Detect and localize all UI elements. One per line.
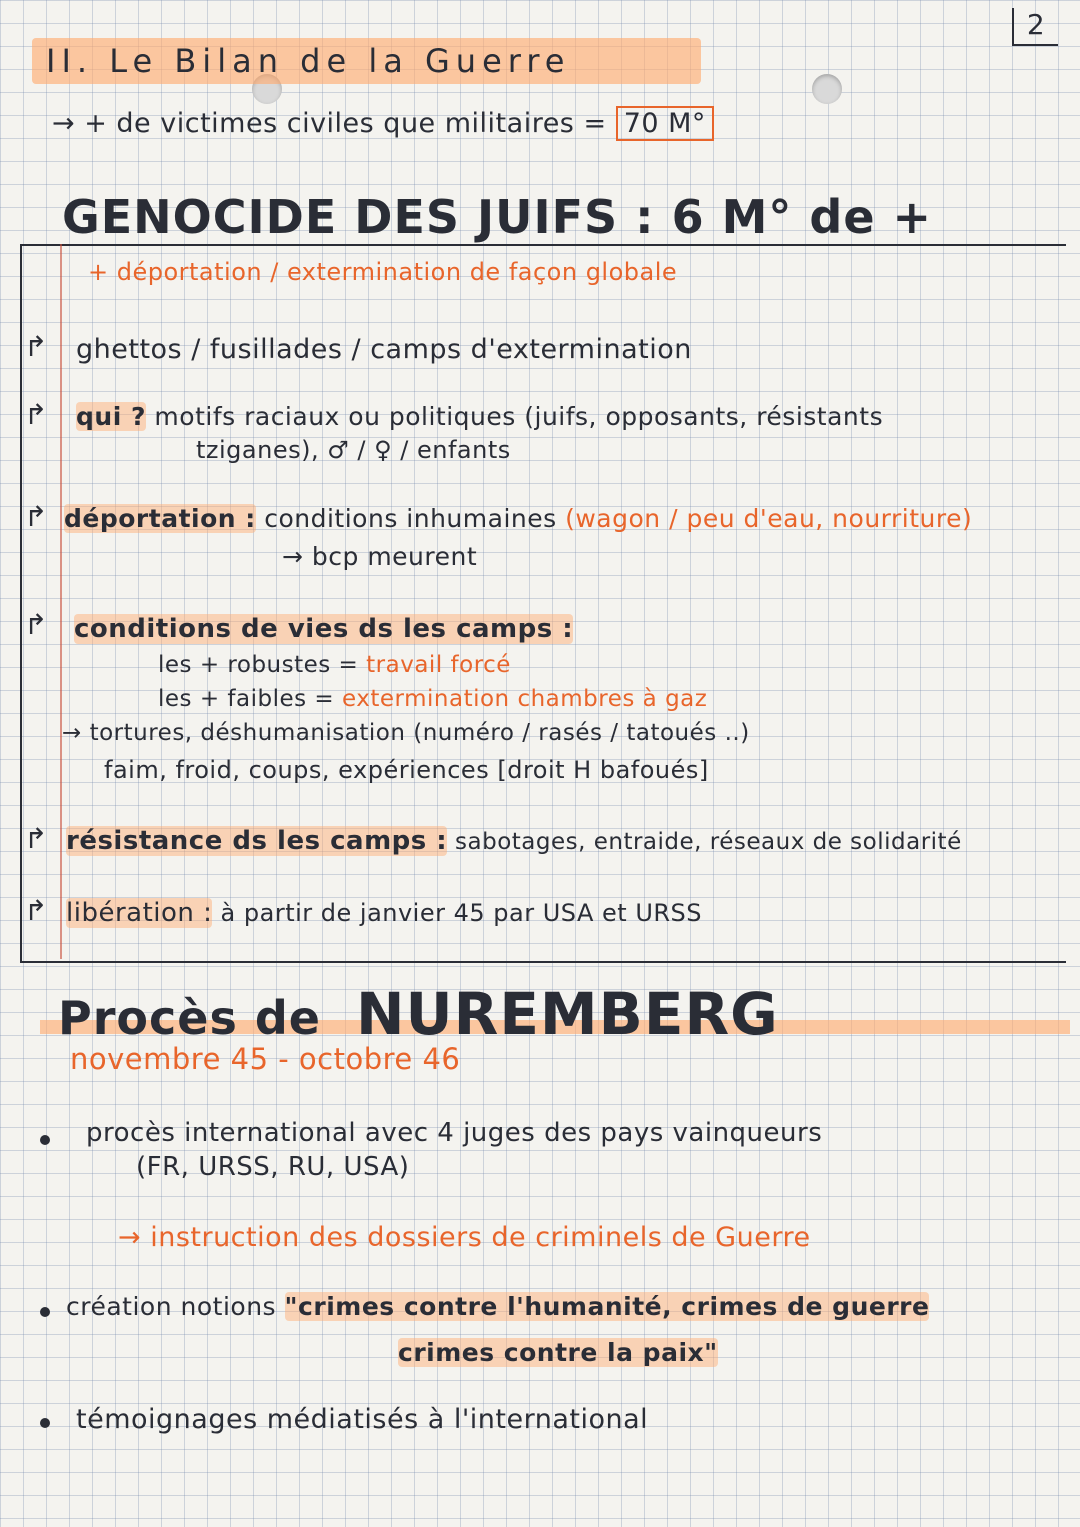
item-camps-label: conditions de vies ds les camps : (74, 614, 574, 644)
intro-line (52, 108, 714, 139)
item-qui-note: tziganes), ♂ / ♀ / enfants (196, 436, 511, 464)
arrow-icon: ↱ (24, 500, 48, 533)
bullet-dot (40, 1418, 50, 1428)
item-deportation-note: (wagon / peu d'eau, nourriture) (565, 504, 973, 533)
arrow-icon: ↱ (24, 894, 48, 927)
nuremberg-point-2-highlight: "crimes contre l'humanité, crimes de guerre (284, 1292, 930, 1321)
nuremberg-point-3: témoignages médiatisés à l'international (76, 1404, 649, 1435)
item-deportation (64, 504, 972, 533)
camps-line-2 (158, 686, 707, 712)
deportation-consequence: → bcp meurent (282, 542, 478, 571)
page-number: 2 (1012, 8, 1058, 46)
camps-line-1-right: travail forcé (366, 652, 511, 678)
item-resistance (66, 826, 962, 856)
item-deportation-text: conditions inhumaines (264, 504, 557, 533)
nuremberg-point-1-sub: (FR, URSS, RU, USA) (136, 1152, 410, 1182)
camps-more-text: faim, froid, coups, expériences (104, 756, 490, 784)
nuremberg-point-2-text: création notions (66, 1292, 277, 1321)
bullet-dot (40, 1135, 50, 1145)
arrow-icon: ↱ (24, 608, 48, 641)
camps-line-1 (158, 652, 511, 678)
item-resistance-label: résistance ds les camps : (66, 826, 448, 856)
camps-more (104, 756, 709, 784)
nuremberg-point-2 (66, 1292, 929, 1321)
genocide-title: GENOCIDE DES JUIFS : 6 M° de + (62, 190, 933, 244)
nuremberg-title-b: NUREMBERG (356, 980, 779, 1048)
camps-line-1-left: les + robustes = (158, 652, 359, 678)
victims-count: 70 M° (616, 106, 714, 141)
item-deportation-label: déportation : (64, 504, 256, 533)
nuremberg-point-2-highlight2: crimes contre la paix" (398, 1338, 718, 1367)
arrow-icon: ↱ (24, 330, 48, 363)
item-liberation-text: à partir de janvier 45 par USA et URSS (220, 899, 703, 927)
nuremberg-point-1: procès international avec 4 juges des pays vainqueurs (86, 1118, 823, 1148)
nuremberg-title (58, 980, 779, 1048)
bullet-dot (40, 1307, 50, 1317)
item-ghettos: ghettos / fusillades / camps d'extermination (76, 334, 692, 365)
item-qui-text: motifs raciaux ou politiques (juifs, opposants, résistants (154, 402, 884, 431)
genocide-box-line (60, 244, 62, 959)
item-resistance-text: sabotages, entraide, réseaux de solidarité (455, 829, 962, 855)
item-liberation (66, 898, 702, 928)
nuremberg-dates: novembre 45 - octobre 46 (70, 1042, 461, 1076)
item-qui-label: qui ? (76, 402, 146, 431)
item-liberation-label: libération : (66, 898, 213, 928)
nuremberg-title-a: Procès de (58, 991, 321, 1045)
camps-line-2-left: les + faibles = (158, 686, 335, 712)
section-title: II. Le Bilan de la Guerre (32, 38, 701, 84)
genocide-subtitle: + déportation / extermination de façon globale (88, 258, 678, 286)
camps-rights: [droit H bafoués] (497, 756, 709, 784)
camps-tortures: → tortures, déshumanisation (numéro / rasés / tatoués ..) (62, 720, 750, 746)
punch-hole-right (812, 74, 842, 104)
intro-text: → + de victimes civiles que militaires = (52, 108, 607, 139)
arrow-icon: ↱ (24, 398, 48, 431)
camps-line-2-right: extermination chambres à gaz (342, 686, 708, 712)
item-qui (76, 402, 883, 431)
nuremberg-instruction: → instruction des dossiers de criminels de Guerre (118, 1222, 811, 1253)
arrow-icon: ↱ (24, 822, 48, 855)
